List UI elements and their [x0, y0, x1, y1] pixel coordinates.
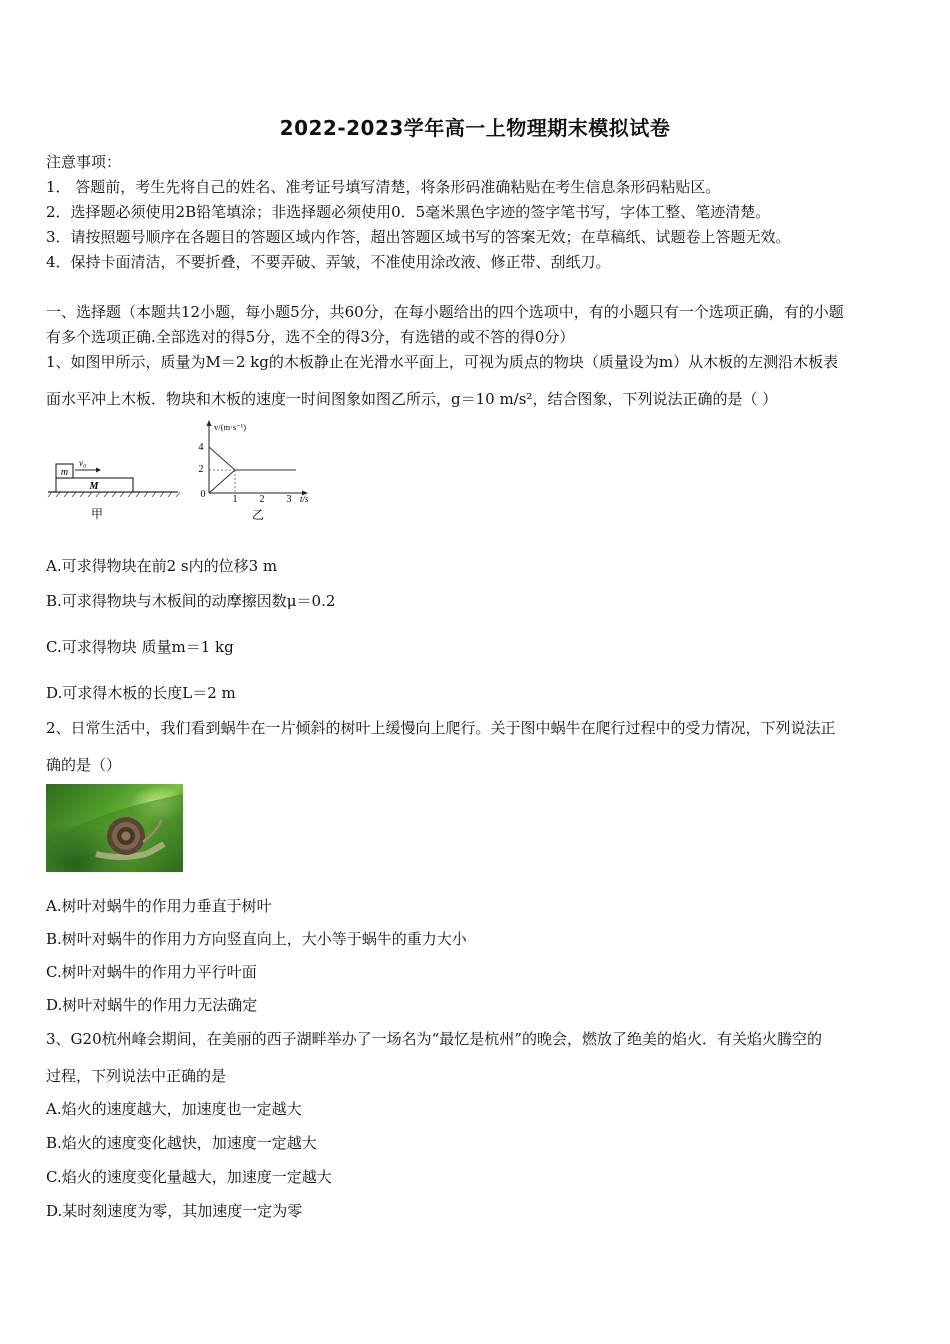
- q1-option-a: A.可求得物块在前2 s内的位移3 m: [46, 557, 278, 575]
- q3-stem-line-2: 过程，下列说法中正确的是: [46, 1067, 227, 1085]
- q1-stem-line-1: 1、如图甲所示，质量为M＝2 kg的木板静止在光滑水平面上，可视为质点的物块（质量设为m）从木板的左测沿木板表: [46, 353, 839, 371]
- board-velocity-line: [209, 470, 235, 493]
- figure-caption-jia: 甲: [90, 507, 104, 521]
- q1-option-d: D.可求得木板的长度L＝2 m: [46, 684, 236, 702]
- section-intro-line-2: 有多个选项正确.全部选对的得5分，选不全的得3分，有选错的或不答的得0分）: [46, 328, 575, 346]
- board-label: M: [89, 481, 99, 492]
- block-velocity-line: [209, 447, 235, 470]
- x-tick-2: 2: [259, 494, 265, 505]
- q3-option-a: A.焰火的速度越大，加速度也一定越大: [46, 1100, 302, 1118]
- q1-stem-line-2: 面水平冲上木板．物块和木板的速度一时间图象如图乙所示，g＝10 m/s²，结合图象，下列说法正确的是（ ）: [46, 390, 778, 408]
- figure-caption-yi: 乙: [251, 508, 265, 522]
- y-axis-label: v/(m·s⁻¹): [214, 422, 247, 432]
- q1-option-b: B.可求得物块与木板间的动摩擦因数μ＝0.2: [46, 592, 336, 610]
- velocity-label: v₀: [79, 458, 87, 468]
- q3-stem-line-1: 3、G20杭州峰会期间，在美丽的西子湖畔举办了一场名为“最忆是杭州”的晚会，燃放了绝美的焰火．有关焰火腾空的: [46, 1030, 822, 1048]
- q2-option-c: C.树叶对蜗牛的作用力平行叶面: [46, 963, 257, 981]
- section-intro-line-1: 一、选择题（本题共12小题，每小题5分，共60分，在每小题给出的四个选项中，有的小题只有一个选项正确，有的小题: [46, 303, 844, 321]
- q2-option-d: D.树叶对蜗牛的作用力无法确定: [46, 996, 258, 1014]
- notice-item-3: 3．请按照题号顺序在各题目的答题区域内作答，超出答题区域书写的答案无效；在草稿纸、试题卷上答题无效。: [46, 228, 791, 246]
- q1-figure-board-block: [46, 448, 181, 528]
- q2-stem-line-2: 确的是（）: [46, 756, 122, 774]
- x-tick-3: 3: [286, 494, 292, 505]
- y-tick-2: 2: [198, 464, 204, 475]
- notice-item-1: 1． 答题前，考生先将自己的姓名、准考证号填写清楚，将条形码准确粘贴在考生信息条形码粘贴区。: [46, 178, 721, 196]
- x-axis-label: t/s: [300, 494, 309, 504]
- q2-stem-line-1: 2、日常生活中，我们看到蜗牛在一片倾斜的树叶上缓慢向上爬行。关于图中蜗牛在爬行过程中的受力情况，下列说法正: [46, 719, 836, 737]
- block-label: m: [60, 467, 69, 478]
- x-tick-1: 1: [232, 494, 238, 505]
- notice-item-4: 4．保持卡面清洁，不要折叠，不要弄破、弄皱，不准使用涂改液、修正带、刮纸刀。: [46, 253, 611, 271]
- snail-illustration: [46, 784, 183, 872]
- notice-item-2: 2．选择题必须使用2B铅笔填涂；非选择题必须使用0．5毫米黑色字迹的签字笔书写，字体工整、笔迹清楚。: [46, 203, 771, 221]
- q3-option-c: C.焰火的速度变化量越大，加速度一定越大: [46, 1168, 332, 1186]
- q3-option-d: D.某时刻速度为零，其加速度一定为零: [46, 1202, 303, 1220]
- q2-option-a: A.树叶对蜗牛的作用力垂直于树叶: [46, 897, 272, 915]
- page-title: 2022-2023学年高一上物理期末模拟试卷: [279, 116, 671, 140]
- q2-option-b: B.树叶对蜗牛的作用力方向竖直向上，大小等于蜗牛的重力大小: [46, 930, 467, 948]
- snail-on-leaf-image: [46, 784, 183, 872]
- q1-option-c: C.可求得物块 质量m＝1 kg: [46, 638, 234, 656]
- q1-figure-vt-graph: [196, 418, 326, 526]
- y-tick-4: 4: [198, 442, 204, 453]
- y-tick-0: 0: [200, 489, 206, 500]
- q3-option-b: B.焰火的速度变化越快，加速度一定越大: [46, 1134, 317, 1152]
- notice-heading: 注意事项：: [46, 153, 122, 171]
